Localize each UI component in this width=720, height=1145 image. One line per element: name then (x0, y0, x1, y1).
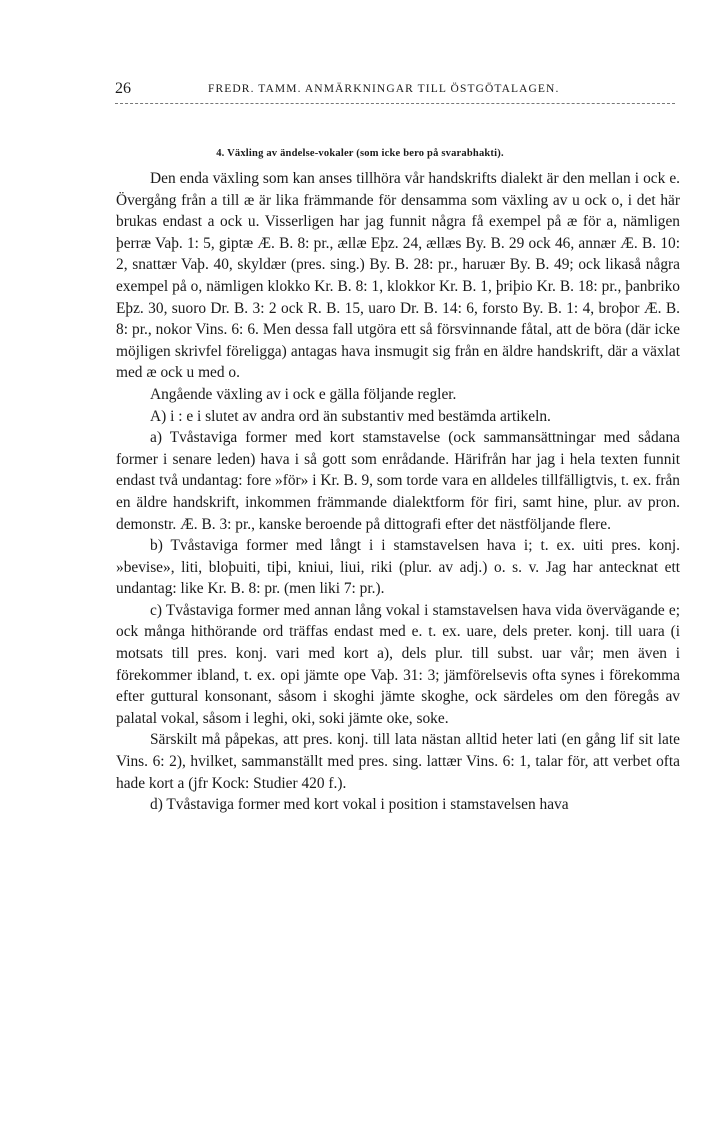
paragraph: Den enda växling som kan anses tillhöra vår handskrifts dialekt är den mellan i ock e. Övergång från a till æ är lika främmande för densamma som växling av u ock o, i det här brukas endast a ock u. Visserligen har jag funnit några få exempel på æ för a, nämligen þerræ Vaþ. 1: 5, giptæ Æ. B. 8: pr., ællæ Eþz. 24, ællæs By. B. 29 ock 46, annær Æ. B. 10: 2, snattær Vaþ. 40, skyldær (pres. sing.) By. B. 28: pr., haruær By. B. 49; ock likaså några exempel på o, nämligen klokko Kr. B. 8: 1, klokkor Kr. B. 1, þriþio Kr. B. 18: pr., þanbriko Eþz. 30, suoro Dr. B. 3: 2 ock R. B. 15, uaro Dr. B. 14: 6, forsto By. B. 1: 4, broþor Æ. B. 8: pr., nokor Vins. 6: 6. Men dessa fall utgöra ett så försvinnande fåtal, att de böra (där icke möjligen skrivfel föreligga) antagas hava insmugit sig från en äldre handskrift, där a växlat med æ ock u med o. (116, 170, 680, 382)
paragraph: A) i : e i slutet av andra ord än substantiv med bestämda artikeln. (150, 407, 551, 425)
paragraph: b) Tvåstaviga former med långt i i stamstavelsen hava i; t. ex. uiti pres. konj. »bevise», liti, bloþuiti, tiþi, kniui, liui, riki (plur. av adj.) o. s. v. Jag har antecknat ett undantag: like Kr. B. 8: pr. (men liki 7: pr.). (116, 537, 680, 598)
paragraph: c) Tvåstaviga former med annan lång vokal i stamstavelsen hava vida övervägande e; ock många hithörande ord träffas endast med e. t. ex. uare, dels preter. konj. till uara (i motsats till pres. konj. vari med kort a), dels plur. till subst. uar vår; men även i förekommer ibland, t. ex. opi jämte ope Vaþ. 31: 3; jämförelsevis ofta synes i förekomma efter guttural konsonant, såsom i skoghi jämte skoghe, ock särdeles om den föregås av palatal vokal, såsom i leghi, oki, soki jämte oke, soke. (116, 601, 680, 727)
body-text (116, 168, 680, 816)
paragraph: a) Tvåstaviga former med kort stamstavelse (ock sammansättningar med sådana former i senare leden) hava i så gott som enrådande. Härifrån har jag i hela texten funnit endast två undantag: fore »för» i Kr. B. 9, som torde vara en alldeles tillfälligtvis, t. ex. från en äldre handskrift, inkommen främmande dialektform för firi, samt hine, plur. av pron. demonstr. Æ. B. 3: pr., kanske beroende på dittografi efter det nästföljande flere. (116, 429, 680, 533)
header-rule (115, 103, 675, 104)
running-head: FREDR. TAMM. ANMÄRKNINGAR TILL ÖSTGÖTALAGEN. (208, 83, 560, 95)
page-number: 26 (115, 80, 131, 97)
page-header (115, 80, 675, 100)
section-heading: 4. Växling av ändelse-vokaler (som icke bero på svarabhakti). (216, 148, 504, 159)
paragraph: Angående växling av i ock e gälla följande regler. (150, 385, 457, 403)
paragraph: Särskilt må påpekas, att pres. konj. till lata nästan alltid heter lati (en gång lif sit late Vins. 6: 2), hvilket, sammanställt med pres. sing. lattær Vins. 6: 1, talar för, att verbet ofta hade kort a (jfr Kock: Studier 420 f.). (116, 731, 680, 792)
paragraph: d) Tvåstaviga former med kort vokal i position i stamstavelsen hava (150, 796, 569, 814)
